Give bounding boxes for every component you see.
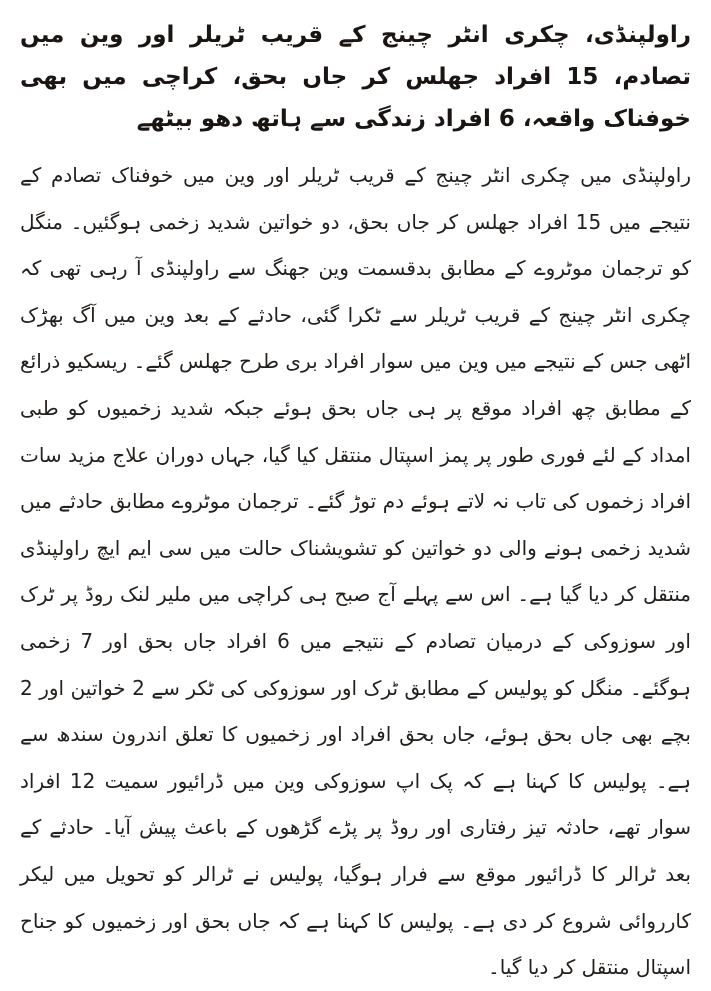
news-article-body: راولپنڈی میں چکری انٹر چینج کے قریب ٹریلر اور وین میں خوفناک تصادم کے نتیجے میں 15 افراد جھلس کر جاں بحق، دو خواتین شدید زخمی ہوگئیں۔ منگل کو ترجمان موٹروے کے مطابق بدقسمت وین جھنگ سے راولپنڈی آ رہی تھی کہ چکری انٹر چینج کے قریب ٹریلر سے ٹکرا گئی، حادثے کے بعد وین میں آگ بھڑک اٹھی جس کے نتیجے میں وین میں سوار افراد بری طرح جھلس گئے۔ ریسکیو ذرائع کے مطابق چھ افراد موقع پر ہی جاں بحق ہوئے جبکہ شدید زخمیوں کو طبی امداد کے لئے فوری طور پر پمز اسپتال منتقل کیا گیا، جہاں دوران علاج مزید سات افراد زخموں کی تاب نہ لاتے ہوئے دم توڑ گئے۔ ترجمان موٹروے مطابق حادثے میں شدید زخمی ہونے والی دو خواتین کو تشویشناک حالت میں سی ایم ایچ راولپنڈی منتقل کر دیا گیا ہے۔ اس سے پہلے آج صبح ہی کراچی میں ملیر لنک روڈ پر ٹرک اور سوزوکی کے درمیان تصادم کے نتیجے میں 6 افراد جاں بحق اور 7 زخمی ہوگئے۔ منگل کو پولیس کے مطابق ٹرک اور سوزوکی کی ٹکر سے 2 خواتین اور 2 بچے بھی جاں بحق ہوئے، جاں بحق افراد اور زخمیوں کا تعلق اندرون سندھ سے ہے۔ پولیس کا کہنا ہے کہ پک اپ سوزوکی وین میں ڈرائیور سمیت 12 افراد سوار تھے، حادثہ تیز رفتاری اور روڈ پر پڑے گڑھوں کے باعث پیش آیا۔ حادثے کے بعد ٹرالر کا ڈرائیور موقع سے فرار ہوگیا، پولیس نے ٹرالر کو تحویل میں لیکر کارروائی شروع کر دی ہے۔ پولیس کا کہنا ہے کہ جاں بحق اور زخمیوں کو جناح اسپتال منتقل کر دیا گیا۔ — [20, 163, 692, 980]
news-headline: راولپنڈی، چکری انٹر چینج کے قریب ٹریلر اور وین میں تصادم، 15 افراد جھلس کر جاں بحق، کراچی میں بھی خوفناک واقعہ، 6 افراد زندگی سے ہاتھ دھو بیٹھے — [20, 22, 691, 132]
